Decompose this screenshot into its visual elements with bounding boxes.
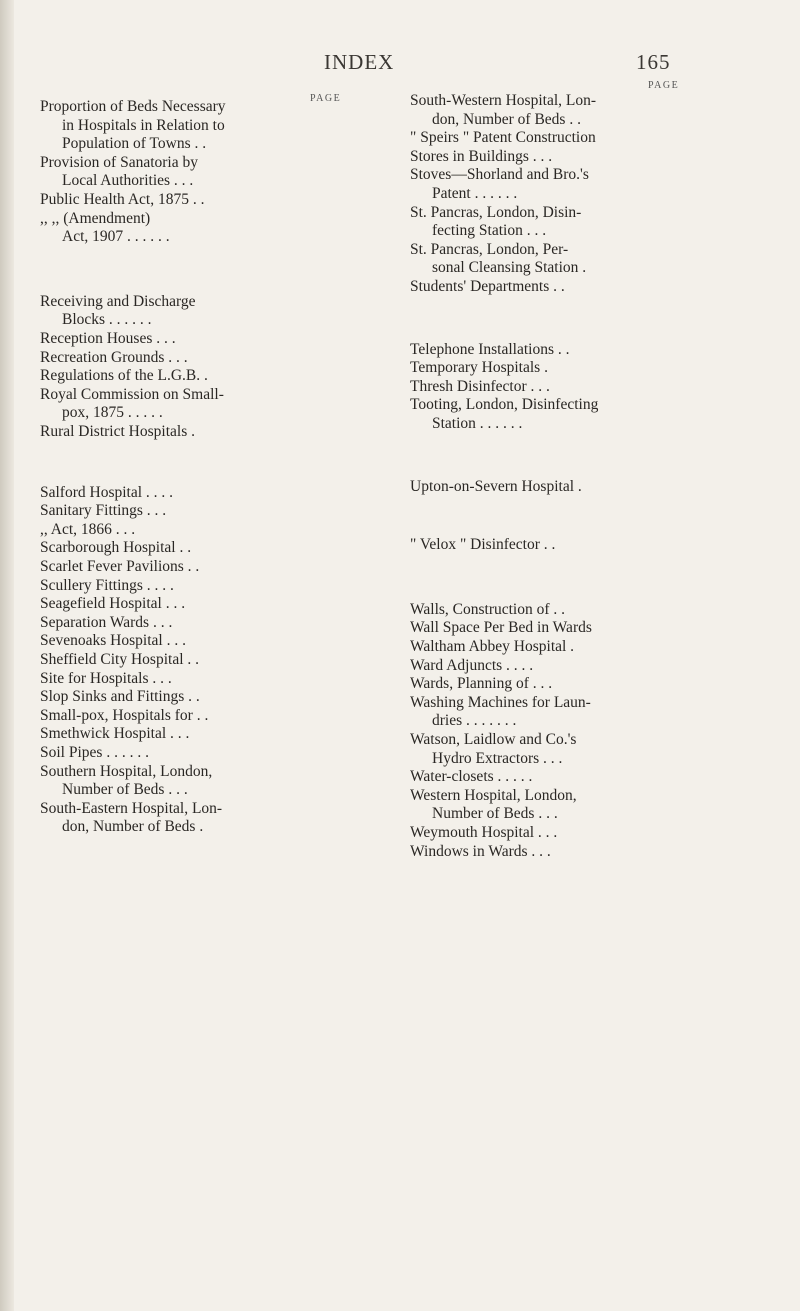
entry-term: South-Western Hospital, Lon-	[410, 92, 597, 109]
page-number: 165	[636, 50, 671, 74]
entry-term: Small-pox, Hospitals for . .	[40, 706, 209, 724]
entry-term: Royal Commission on Small-	[40, 385, 224, 403]
entry-term-continuation: Population of Towns . .	[62, 135, 207, 153]
entry-term: Site for Hospitals . . .	[40, 669, 172, 687]
entry-term: Soil Pipes . . . . . .	[40, 744, 149, 761]
entry-term: Sevenoaks Hospital . . .	[40, 632, 186, 650]
page-title: INDEX	[324, 50, 395, 74]
entry-term: Rural District Hospitals .	[40, 423, 195, 440]
entry-term: St. Pancras, London, Disin-	[410, 203, 582, 221]
entry-term: Seagefield Hospital . . .	[40, 595, 186, 613]
entry-term: Proportion of Beds Necessary	[40, 98, 226, 115]
entry-term: Separation Wards . . .	[40, 613, 173, 631]
entry-term: Wards, Planning of . . .	[410, 675, 553, 693]
entry-term: Stores in Buildings . . .	[410, 147, 553, 165]
entry-term: Public Health Act, 1875 . .	[40, 191, 205, 208]
entry-term: Walls, Construction of . .	[410, 600, 566, 618]
entry-term: Weymouth Hospital . . .	[410, 824, 558, 841]
entry-term: Stoves—Shorland and Bro.'s	[410, 166, 589, 184]
entry-term-continuation: don, Number of Beds . .	[432, 110, 581, 128]
entry-term: Windows in Wards . . .	[410, 842, 551, 860]
left-page-column-label: PAGE	[310, 93, 342, 104]
right-page-column-label: PAGE	[648, 80, 680, 91]
entry-term: Watson, Laidlow and Co.'s	[410, 731, 577, 748]
entry-term: Smethwick Hospital . . .	[40, 725, 190, 743]
entry-term: Regulations of the L.G.B. .	[40, 367, 208, 385]
entry-term-continuation: in Hospitals in Relation to	[62, 116, 225, 134]
entry-term: ,, Act, 1866 . . .	[40, 520, 136, 538]
entry-term-continuation: Local Authorities . . .	[62, 172, 194, 190]
entry-term: " Velox " Disinfector . .	[410, 536, 556, 554]
entry-term: Slop Sinks and Fittings . .	[40, 688, 200, 706]
entry-term: Thresh Disinfector . . .	[410, 377, 550, 395]
entry-term-continuation: don, Number of Beds .	[62, 818, 204, 836]
entry-term: Reception Houses . . .	[40, 330, 176, 347]
entry-term: Students' Departments . .	[410, 278, 565, 295]
entry-term-continuation: Act, 1907 . . . . . .	[62, 228, 170, 246]
entry-term: Ward Adjuncts . . . .	[410, 656, 534, 674]
entry-term: Recreation Grounds . . .	[40, 348, 188, 366]
entry-term: Water-closets . . . . .	[410, 768, 533, 786]
entry-term-continuation: Hydro Extractors . . .	[432, 749, 563, 767]
entry-term: St. Pancras, London, Per-	[410, 240, 569, 258]
page-binding-edge	[0, 0, 14, 1311]
entry-term-continuation: pox, 1875 . . . . .	[62, 404, 163, 422]
entry-term-continuation: Patent . . . . . .	[432, 185, 518, 202]
entry-term-continuation: sonal Cleansing Station .	[432, 259, 587, 277]
entry-term: Upton-on-Severn Hospital .	[410, 477, 582, 495]
entry-term-continuation: Number of Beds . . .	[432, 805, 558, 823]
entry-term: Waltham Abbey Hospital .	[410, 638, 575, 655]
entry-term: Temporary Hospitals .	[410, 359, 548, 377]
entry-term: Telephone Installations . .	[410, 340, 570, 358]
entry-term: South-Eastern Hospital, Lon-	[40, 799, 223, 817]
entry-term-continuation: Station . . . . . .	[432, 415, 523, 432]
entry-term: Receiving and Discharge	[40, 292, 196, 310]
entry-term: Sheffield City Hospital . .	[40, 651, 200, 668]
entry-term-continuation: dries . . . . . . .	[432, 712, 517, 730]
entry-term-continuation: fecting Station . . .	[432, 222, 547, 240]
entry-term: Salford Hospital . . . .	[40, 483, 174, 501]
entry-term: ,, ,, (Amendment)	[40, 209, 151, 227]
entry-term: Washing Machines for Laun-	[410, 693, 591, 711]
entry-term: Scarborough Hospital . .	[40, 539, 192, 557]
entry-term: Wall Space Per Bed in Wards	[410, 619, 592, 637]
entry-term: Southern Hospital, London,	[40, 762, 213, 780]
entry-term: Sanitary Fittings . . .	[40, 502, 167, 520]
entry-term: Scullery Fittings . . . .	[40, 576, 174, 594]
entry-term: Tooting, London, Disinfecting	[410, 396, 599, 414]
entry-term-continuation: Blocks . . . . . .	[62, 311, 152, 329]
entry-term: Scarlet Fever Pavilions . .	[40, 558, 200, 575]
entry-term: Western Hospital, London,	[410, 786, 577, 804]
entry-term: Provision of Sanatoria by	[40, 153, 198, 171]
entry-term-continuation: Number of Beds . . .	[62, 781, 188, 799]
entry-term: " Speirs " Patent Construction	[410, 129, 596, 147]
